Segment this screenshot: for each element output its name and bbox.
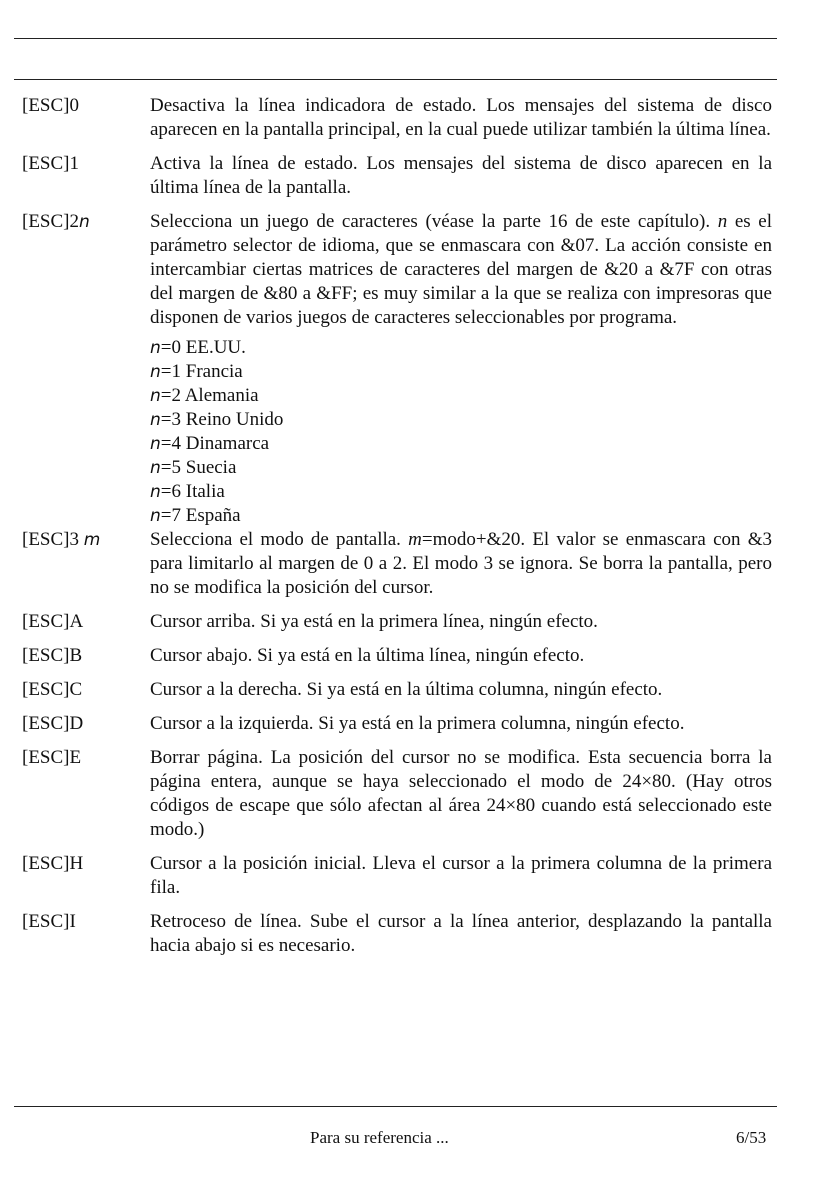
param-variable: n bbox=[150, 482, 161, 502]
escape-code: [ESC]B bbox=[22, 645, 83, 666]
escape-description bbox=[150, 528, 772, 600]
footer-title: Para su referencia ... bbox=[310, 1128, 449, 1147]
escape-code: [ESC]C bbox=[22, 679, 83, 700]
language-name: Suecia bbox=[185, 457, 237, 478]
language-name: Italia bbox=[185, 481, 225, 502]
escape-description: Cursor a la posición inicial. Lleva el cursor a la primera columna de la primera fila. bbox=[150, 853, 772, 898]
description-text: Selecciona el modo de pantalla. bbox=[150, 529, 409, 550]
param-variable: n bbox=[150, 434, 161, 454]
code-parameter: n bbox=[79, 212, 90, 232]
language-list bbox=[150, 336, 772, 528]
entry-esc-1 bbox=[22, 152, 782, 200]
footer-rule bbox=[14, 1106, 777, 1107]
entry-esc-a bbox=[22, 610, 782, 634]
param-value: =2 bbox=[160, 385, 181, 406]
escape-code bbox=[22, 528, 150, 552]
entry-esc-h bbox=[22, 852, 782, 900]
language-item bbox=[150, 480, 772, 504]
entry-esc-b bbox=[22, 644, 782, 668]
page-number: 6/53 bbox=[736, 1128, 767, 1147]
param-variable: n bbox=[150, 362, 161, 382]
language-name: EE.UU. bbox=[185, 337, 246, 358]
description-text: Selecciona un juego de caracteres (véase la parte 16 de este capítulo). bbox=[150, 211, 718, 232]
code-prefix: [ESC]3 bbox=[22, 529, 84, 550]
code-prefix: [ESC]2 bbox=[22, 211, 79, 232]
description-parameter: n bbox=[717, 211, 728, 232]
entry-esc-0 bbox=[22, 94, 782, 142]
escape-description: Cursor a la derecha. Si ya está en la última columna, ningún efecto. bbox=[150, 679, 663, 700]
param-variable: n bbox=[150, 458, 161, 478]
param-variable: n bbox=[150, 410, 161, 430]
entry-esc-c bbox=[22, 678, 782, 702]
escape-code: [ESC]1 bbox=[22, 153, 79, 174]
entry-esc-d bbox=[22, 712, 782, 736]
entry-esc-3m bbox=[22, 528, 782, 600]
escape-code: [ESC]H bbox=[22, 853, 84, 874]
escape-description: Cursor a la izquierda. Si ya está en la primera columna, ningún efecto. bbox=[150, 713, 685, 734]
param-value: =1 bbox=[160, 361, 181, 382]
escape-code: [ESC]I bbox=[22, 911, 76, 932]
escape-code: [ESC]A bbox=[22, 611, 84, 632]
escape-code-list bbox=[22, 94, 782, 968]
escape-description: Cursor abajo. Si ya está en la última línea, ningún efecto. bbox=[150, 645, 585, 666]
description-text: es el parámetro selector de idioma, que se enmascara con &07. La acción consiste en intercambiar ciertas matrices de caracteres del margen de &20 a &7F con otras del margen de &80 a &FF; es muy similar a la que se realiza con impresoras que disponen de varios juegos de caracteres seleccionables por programa. bbox=[150, 211, 772, 328]
escape-description: Borrar página. La posición del cursor no se modifica. Esta secuencia borra la página entera, aunque se haya seleccionado el modo de 24×80. (Hay otros códigos de escape que sólo afectan al área 24×80 cuando está seleccionado este modo.) bbox=[150, 747, 772, 840]
description-text: =modo+&20. El valor se enmascara con &3 para limitarlo al margen de 0 a 2. El modo 3 se ignora. Se borra la pantalla, pero no se modifica la posición del cursor. bbox=[150, 529, 772, 598]
escape-code: [ESC]D bbox=[22, 713, 84, 734]
language-item bbox=[150, 432, 772, 456]
entry-esc-e bbox=[22, 746, 782, 842]
language-name: Alemania bbox=[184, 385, 259, 406]
language-item bbox=[150, 336, 772, 360]
escape-description: Activa la línea de estado. Los mensajes del sistema de disco aparecen en la última línea de la pantalla. bbox=[150, 153, 772, 198]
top-rule bbox=[14, 38, 777, 39]
description-parameter: m bbox=[408, 529, 422, 550]
param-variable: n bbox=[150, 338, 161, 358]
entry-esc-2n bbox=[22, 210, 782, 528]
param-value: =6 bbox=[160, 481, 181, 502]
language-item bbox=[150, 504, 772, 528]
code-parameter: m bbox=[83, 530, 101, 550]
escape-code bbox=[22, 210, 150, 234]
language-name: Dinamarca bbox=[185, 433, 270, 454]
escape-code: [ESC]0 bbox=[22, 95, 79, 116]
param-variable: n bbox=[150, 386, 161, 406]
header-rule bbox=[14, 79, 777, 80]
param-value: =4 bbox=[160, 433, 181, 454]
param-value: =0 bbox=[160, 337, 181, 358]
param-value: =5 bbox=[160, 457, 181, 478]
language-item bbox=[150, 456, 772, 480]
param-value: =3 bbox=[160, 409, 181, 430]
escape-description: Retroceso de línea. Sube el cursor a la línea anterior, desplazando la pantalla hacia abajo si es necesario. bbox=[150, 911, 772, 956]
param-value: =7 bbox=[160, 505, 181, 526]
escape-description: Desactiva la línea indicadora de estado. Los mensajes del sistema de disco aparecen en la pantalla principal, en la cual puede utilizar también la última línea. bbox=[150, 95, 772, 140]
language-item bbox=[150, 360, 772, 384]
language-name: España bbox=[185, 505, 241, 526]
param-variable: n bbox=[150, 506, 161, 526]
language-name: Francia bbox=[185, 361, 243, 382]
escape-description: Cursor arriba. Si ya está en la primera línea, ningún efecto. bbox=[150, 611, 598, 632]
language-item bbox=[150, 384, 772, 408]
language-item bbox=[150, 408, 772, 432]
escape-description bbox=[150, 210, 772, 528]
escape-code: [ESC]E bbox=[22, 747, 82, 768]
entry-esc-i bbox=[22, 910, 782, 958]
language-name: Reino Unido bbox=[185, 409, 284, 430]
